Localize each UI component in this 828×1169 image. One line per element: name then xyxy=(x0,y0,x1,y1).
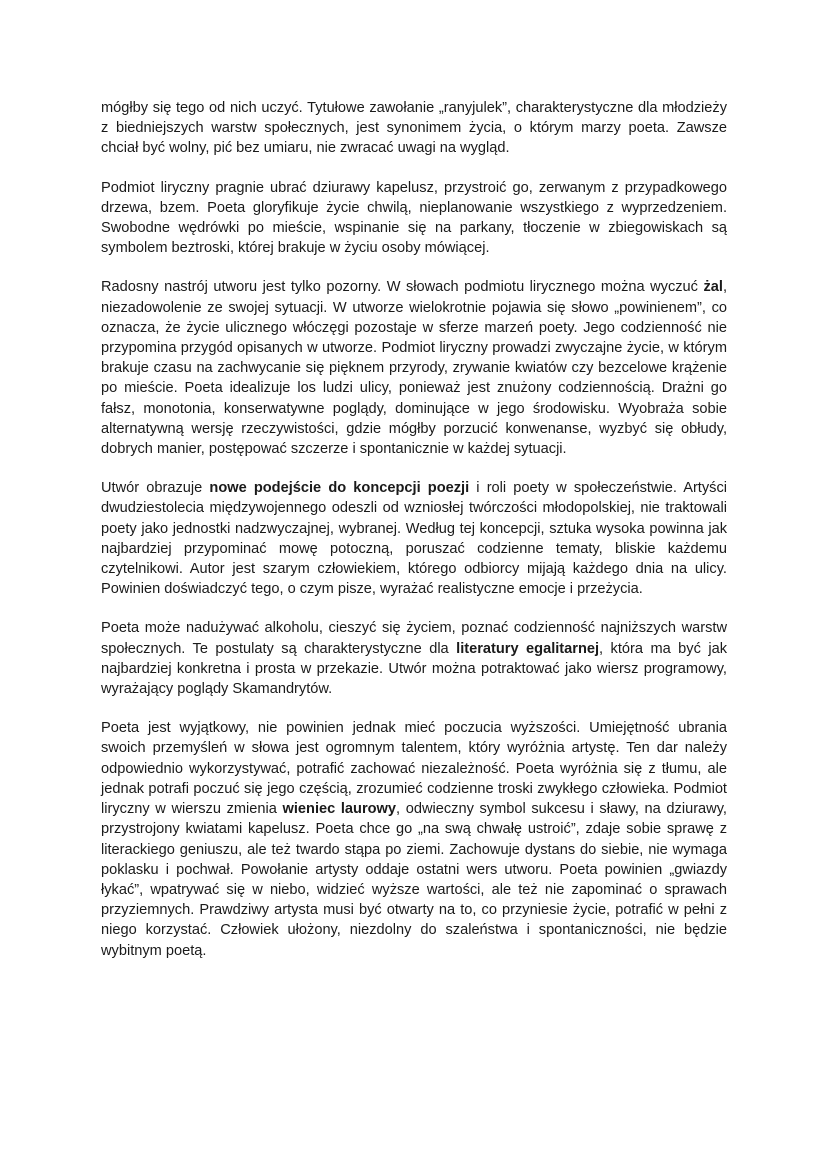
paragraph-text: mógłby się tego od nich uczyć. Tytułowe zawołanie „ranyjulek”, charakterystyczne dla młodzieży z biedniejszych warstw społecznych, jest synonimem życia, o którym marzy poeta. Zawsze chciał być wolny, pić bez umiaru, nie zwracać uwagi na wygląd. xyxy=(101,100,727,157)
paragraph xyxy=(101,178,727,259)
paragraph xyxy=(101,98,727,159)
paragraph xyxy=(101,618,727,699)
paragraph xyxy=(101,718,727,960)
paragraph-text: Poeta może nadużywać alkoholu, cieszyć się życiem, poznać codzienność najniższych warstw społecznych. Te postulaty są charakterystyczne dla xyxy=(101,620,727,657)
paragraph-text: i roli poety w społeczeństwie. Artyści dwudziestolecia międzywojennego odeszli od wzniosłej twórczości młodopolskiej, nie traktowali poety jako jednostki nadzwyczajnej, wybranej. Według tej koncepcji, sztuka wysoka powinna jak najbardziej przypominać mowę potoczną, poruszać codzienne tematy, bliskie każdemu czytelnikowi. Autor jest szarym człowiekiem, którego odbiorcy mijają każdego dnia na ulicy. Powinien doświadczyć tego, o czym pisze, wyrażać realistyczne emocje i przeżycia. xyxy=(101,480,727,598)
paragraph-text: Podmiot liryczny pragnie ubrać dziurawy kapelusz, przystroić go, zerwanym z przypadkowego drzewa, bzem. Poeta gloryfikuje życie chwilą, nieplanowanie wszystkiego z wyprzedzeniem. Swobodne wędrówki po mieście, wspinanie się na parkany, tłoczenie w zbiegowiskach są symbolem beztroski, której brakuje w życiu osoby mówiącej. xyxy=(101,179,727,257)
paragraph-text: Utwór obrazuje xyxy=(101,480,210,497)
bold-term: żal xyxy=(703,279,723,296)
paragraph-text: , niezadowolenie ze swojej sytuacji. W utworze wielokrotnie pojawia się słowo „powinienem”, co oznacza, że życie ulicznego włóczęgi pozostaje w sferze marzeń poety. Jego codzienność nie przypomina przygód opisanych w utworze. Podmiot liryczny prowadzi zwyczajne życie, w którym brakuje czasu na zachwycanie się pięknem przyrody, zrywanie kwiatów czy bezcelowe krążenie po mieście. Poeta idealizuje los ludzi ulicy, ponieważ jest znużony codziennością. Drażni go fałsz, monotonia, konserwatywne poglądy, dominujące w jego środowisku. Wyobraża sobie alternatywną wersję rzeczywistości, gdzie mógłby porzucić konwenanse, wyzbyć się obłudy, dobrych manier, postępować szczerze i spontanicznie w każdej sytuacji. xyxy=(101,279,727,458)
paragraph-text: Poeta jest wyjątkowy, nie powinien jednak mieć poczucia wyższości. Umiejętność ubrania swoich przemyśleń w słowa jest ogromnym talentem, który wyróżnia artystę. Ten dar należy odpowiednio wykorzystywać, potrafić zachować niezależność. Poeta wyróżnia się z tłumu, ale jednak potrafi poczuć się jego częścią, zrozumieć codzienne troski zwykłego człowieka. Podmiot liryczny w wierszu zmienia xyxy=(101,720,727,818)
paragraph-text: Radosny nastrój utworu jest tylko pozorny. W słowach podmiotu lirycznego można wyczuć xyxy=(101,279,704,296)
bold-term: nowe podejście do koncepcji poezji xyxy=(209,480,470,497)
paragraph xyxy=(101,277,727,459)
paragraph-text: , odwieczny symbol sukcesu i sławy, na dziurawy, przystrojony kwiatami kapelusz. Poeta chce go „na swą chwałę ustroić”, zdaje sobie sprawę z literackiego geniuszu, ale też twardo stąpa po ziemi. Zachowuje dystans do siebie, nie wymaga poklasku i pochwał. Powołanie artysty oddaje ostatni wers utworu. Poeta powinien „gwiazdy łykać”, wpatrywać się w niebo, widzieć wyższe wartości, ale też nie zapominać o sprawach przyziemnych. Prawdziwy artysta musi być otwarty na to, co przyniesie życie, potrafić w pełni z niego korzystać. Człowiek ułożony, niezdolny do szaleństwa i spontaniczności, nie będzie wybitnym poetą. xyxy=(101,801,727,959)
document-page xyxy=(101,98,727,961)
bold-term: literatury egalitarnej xyxy=(456,640,600,657)
bold-term: wieniec laurowy xyxy=(282,801,397,818)
paragraph xyxy=(101,478,727,599)
paragraph-text: , która ma być jak najbardziej konkretna i prosta w przekazie. Utwór można potraktować jako wiersz programowy, wyrażający poglądy Skamandrytów. xyxy=(101,640,727,698)
